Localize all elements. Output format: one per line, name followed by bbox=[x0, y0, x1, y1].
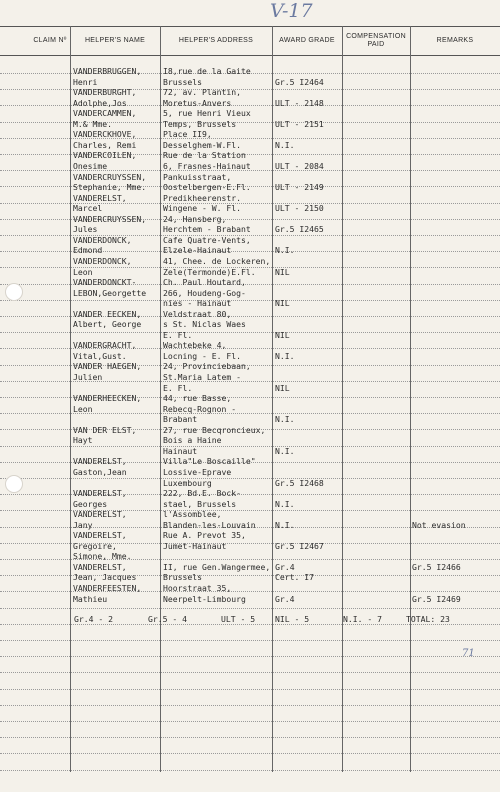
remarks: Not evasion bbox=[412, 519, 466, 530]
helper-name: Stephanie, Mme. bbox=[73, 182, 147, 193]
helper-name: VANDERELST, bbox=[73, 192, 127, 203]
helper-address: Luxembourg bbox=[163, 477, 212, 488]
helper-address: Brabant bbox=[163, 414, 198, 425]
award-grade: NIL bbox=[275, 382, 290, 393]
ruled-line bbox=[0, 737, 500, 738]
helper-name: Marcel bbox=[73, 203, 103, 214]
ruled-line bbox=[0, 478, 500, 479]
award-grade: N.I. bbox=[275, 498, 295, 509]
ruled-line bbox=[0, 300, 500, 301]
helper-name: Leon bbox=[73, 266, 93, 277]
award-grade: ULT - 2150 bbox=[275, 203, 324, 214]
award-grade: NIL bbox=[275, 329, 290, 340]
helper-name: VANDERDONCKT- bbox=[73, 277, 137, 287]
helper-address: Hainaut bbox=[163, 445, 198, 456]
helper-address: Hoorstraat 35, bbox=[163, 583, 232, 593]
helper-address: 266, Houdeng-Gog- bbox=[163, 287, 246, 298]
helper-name: Simone, Mme. bbox=[73, 551, 132, 562]
header-award-grade: AWARD GRADE bbox=[279, 37, 335, 44]
helper-name: Albert, George bbox=[73, 319, 142, 330]
helper-address: s St. Niclas Waes bbox=[163, 319, 246, 330]
total-ult: ULT - 5 bbox=[221, 614, 256, 624]
helper-name: VANDERELST, bbox=[73, 509, 127, 520]
helper-name: VANDER HAEGEN, bbox=[73, 361, 142, 372]
helper-name: Charles, Remi bbox=[73, 139, 137, 150]
handwritten-page-mark: 71 bbox=[462, 648, 475, 659]
award-grade: N.I. bbox=[275, 350, 295, 361]
award-grade: NIL bbox=[275, 298, 290, 309]
remarks: Gr.5 I2469 bbox=[412, 593, 461, 604]
helper-address: nies - Hainaut bbox=[163, 298, 232, 309]
helper-name: VANDERCAMMEN, bbox=[73, 108, 137, 119]
helper-name: Adolphe,Jos bbox=[73, 97, 127, 108]
helper-address: Predikheerenstr. bbox=[163, 192, 241, 203]
helper-address: l'Assomblee, bbox=[163, 509, 222, 520]
helper-address: Elzele-Hainaut bbox=[163, 245, 232, 256]
punch-hole bbox=[5, 475, 23, 493]
ruled-line bbox=[0, 770, 500, 771]
helper-address: Temps, Brussels bbox=[163, 118, 237, 129]
total-gr4: Gr.4 - 2 bbox=[74, 614, 113, 624]
helper-address: Rebecq-Rognon - bbox=[163, 403, 237, 414]
ruled-line bbox=[0, 721, 500, 722]
header-remarks: REMARKS bbox=[436, 37, 474, 44]
helper-name: VANDERCRUYSSEN, bbox=[73, 171, 147, 182]
helper-address: 27, rue Becqroncieux, bbox=[163, 424, 266, 435]
award-grade: ULT - 2148 bbox=[275, 97, 324, 108]
helper-name: VANDERELST, bbox=[73, 456, 127, 467]
helper-address: Jumet-Hainaut bbox=[163, 540, 227, 551]
helper-address: Ch. Paul Houtard, bbox=[163, 277, 246, 287]
helper-address: stael, Brussels bbox=[163, 498, 237, 509]
helper-address: Neerpelt-Limbourg bbox=[163, 593, 246, 604]
helper-name: Gregoire, bbox=[73, 540, 117, 551]
award-grade: Gr.5 I2464 bbox=[275, 76, 324, 87]
helper-address: Locning - E. Fl. bbox=[163, 350, 241, 361]
total-gr5: Gr.5 - 4 bbox=[148, 614, 187, 624]
helper-name: VANDERDONCK, bbox=[73, 255, 132, 266]
helper-address: Brussels bbox=[163, 76, 202, 87]
helper-address: 72, av. Plantin, bbox=[163, 87, 241, 98]
helper-name: Gaston,Jean bbox=[73, 466, 127, 477]
ruled-line bbox=[0, 656, 500, 657]
award-grade: Gr.5 I2468 bbox=[275, 477, 324, 488]
helper-address: II, rue Gen.Wangermee, Gr.4 bbox=[163, 561, 295, 572]
helper-name: VANDERGRACHT, bbox=[73, 340, 137, 351]
award-grade: N.I. bbox=[275, 445, 295, 456]
helper-address: Wachtebeke 4, bbox=[163, 340, 227, 351]
helper-name: Vital,Gust. bbox=[73, 350, 127, 361]
helper-name: VANDERCKHOVE, bbox=[73, 129, 137, 140]
helper-name: VANDERDONCK, bbox=[73, 234, 132, 245]
helper-address: Blanden-les-Louvain bbox=[163, 519, 256, 530]
helper-address: 5, rue Henri Vieux bbox=[163, 108, 251, 119]
helper-name: Henri bbox=[73, 76, 98, 87]
helper-address: Veldstraat 80, bbox=[163, 308, 232, 319]
header-claim-no: CLAIM Nº bbox=[33, 37, 67, 44]
helper-name: VANDERELST, bbox=[73, 561, 127, 572]
award-grade: N.I. bbox=[275, 245, 295, 256]
helper-address: St.Maria Latem - bbox=[163, 372, 241, 382]
helper-address: Herchtem - Brabant bbox=[163, 224, 251, 235]
helper-name: LEBON,Georgette bbox=[73, 287, 147, 298]
helper-address: Bois a Haine bbox=[163, 435, 222, 446]
helper-address: 24, Provinciebaan, bbox=[163, 361, 251, 372]
helper-address: Moretus-Anvers bbox=[163, 97, 232, 108]
header-compensation-paid: COMPENSATION PAID bbox=[346, 33, 406, 48]
helper-name: Mathieu bbox=[73, 593, 108, 604]
helper-address: Place II9, bbox=[163, 129, 212, 140]
award-grade: ULT - 2149 bbox=[275, 182, 324, 193]
ruled-line bbox=[0, 640, 500, 641]
helper-name: VANDERBRUGGEN, bbox=[73, 66, 142, 76]
helper-address: I8,rue de la Gaite bbox=[163, 66, 251, 76]
helper-name: Leon bbox=[73, 403, 93, 414]
ruled-line bbox=[0, 672, 500, 673]
helper-name: VAN DER ELST, bbox=[73, 424, 137, 435]
helper-address: Brussels bbox=[163, 572, 202, 583]
helper-address: Villa"Le Boscaille" bbox=[163, 456, 256, 467]
helper-name: Jean, Jacques bbox=[73, 572, 137, 583]
award-grade: N.I. bbox=[275, 519, 295, 530]
helper-name: Hayt bbox=[73, 435, 93, 446]
handwritten-file-number: V-17 bbox=[270, 0, 313, 22]
ruled-line bbox=[0, 689, 500, 690]
ruled-line bbox=[0, 446, 500, 447]
helper-name: Jany bbox=[73, 519, 93, 530]
award-grade: ULT - 2151 bbox=[275, 118, 324, 129]
helper-address: 41, Chee. de Lockeren, bbox=[163, 255, 271, 266]
helper-name: VANDERFEESTEN, bbox=[73, 583, 142, 593]
award-grade: NIL bbox=[275, 266, 290, 277]
table-header bbox=[0, 26, 500, 56]
helper-name: Edmond bbox=[73, 245, 103, 256]
helper-name: Georges bbox=[73, 498, 108, 509]
helper-address: Desselghem-W.Fl. bbox=[163, 139, 241, 150]
header-helpers-name: HELPER'S NAME bbox=[84, 37, 146, 44]
remarks: Gr.5 I2466 bbox=[412, 561, 461, 572]
award-grade: Cert. I7 bbox=[275, 572, 314, 583]
helper-address: 222, Bd.E. Bock- bbox=[163, 488, 241, 498]
helper-name: Onesime bbox=[73, 160, 108, 171]
total-nil: NIL - 5 bbox=[275, 614, 310, 624]
helper-address: E. Fl. bbox=[163, 382, 193, 393]
total-all: TOTAL: 23 bbox=[406, 614, 450, 624]
award-grade: N.I. bbox=[275, 139, 295, 150]
helper-address: Rue de la Station bbox=[163, 150, 246, 161]
helper-address: E. Fl. bbox=[163, 329, 193, 340]
helper-name: VANDERCRUYSSEN, bbox=[73, 213, 147, 224]
helper-name: VANDERBURGHT, bbox=[73, 87, 137, 98]
helper-name: Julien bbox=[73, 372, 103, 382]
header-helpers-address: HELPER'S ADDRESS bbox=[178, 37, 254, 44]
award-grade: Gr.5 I2465 bbox=[275, 224, 324, 235]
helper-address: Oostelbergen-E.Fl. bbox=[163, 182, 251, 193]
helper-address: 6, Frasnes-Hainaut bbox=[163, 160, 251, 171]
helper-name: VANDERELST, bbox=[73, 488, 127, 498]
award-grade: N.I. bbox=[275, 414, 295, 425]
helper-address: 44, rue Basse, bbox=[163, 393, 232, 404]
helper-address: Lossive-Eprave bbox=[163, 466, 232, 477]
ruled-line bbox=[0, 608, 500, 609]
helper-address: Cafe Quatre-Vents, bbox=[163, 234, 251, 245]
helper-address: Pankuisstraat, bbox=[163, 171, 232, 182]
helper-name: VANDERELST, bbox=[73, 530, 127, 541]
helper-name: VANDER EECKEN, bbox=[73, 308, 142, 319]
helper-name: Jules bbox=[73, 224, 98, 235]
ruled-line bbox=[0, 753, 500, 754]
ruled-line bbox=[0, 332, 500, 333]
helper-address: Wingene - W. Fl. bbox=[163, 203, 241, 214]
helper-address: Rue A. Prevot 35, bbox=[163, 530, 246, 541]
punch-hole bbox=[5, 283, 23, 301]
helper-name: M.& Mme. bbox=[73, 118, 112, 129]
ruled-line bbox=[0, 705, 500, 706]
helper-name: VANDERHEECKEN, bbox=[73, 393, 142, 404]
total-ni: N.I. - 7 bbox=[343, 614, 382, 624]
helper-address: 24, Hansberg, bbox=[163, 213, 227, 224]
helper-name: VANDERCOILEN, bbox=[73, 150, 137, 161]
award-grade: Gr.4 bbox=[275, 593, 295, 604]
award-grade: ULT - 2084 bbox=[275, 160, 324, 171]
helper-address: Zele(Termonde)E.Fl. bbox=[163, 266, 256, 277]
award-grade: Gr.5 I2467 bbox=[275, 540, 324, 551]
